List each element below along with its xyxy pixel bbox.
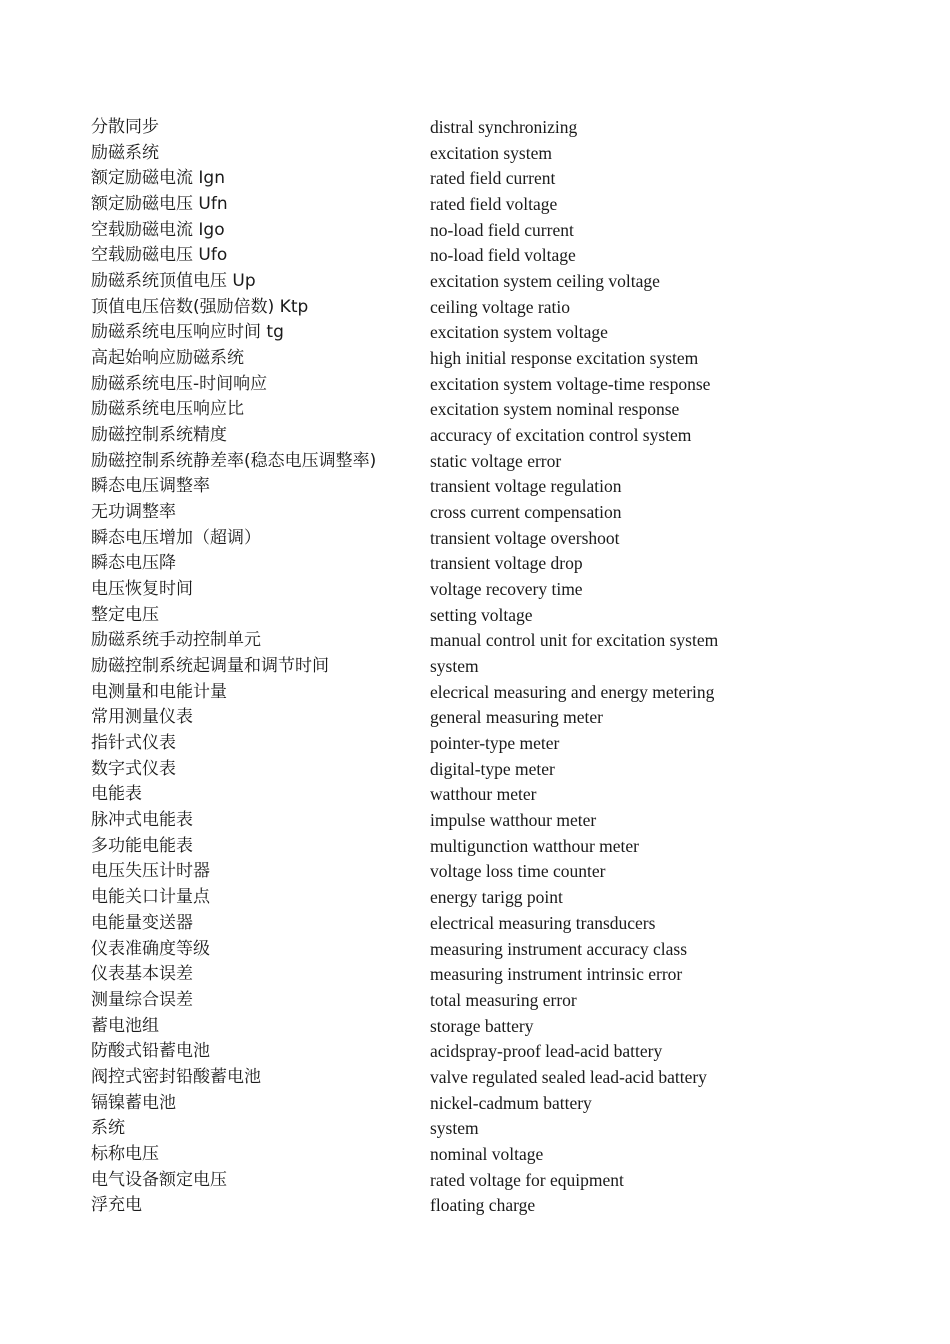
term-chinese: 仪表基本误差 [91, 964, 193, 985]
term-chinese: 仪表准确度等级 [91, 938, 210, 959]
term-chinese: 系统 [91, 1118, 125, 1139]
term-chinese: 防酸式铅蓄电池 [91, 1041, 210, 1062]
term-english: electrical measuring transducers [430, 912, 656, 933]
glossary-row [91, 603, 791, 629]
term-chinese: 阀控式密封铅酸蓄电池 [91, 1066, 261, 1087]
glossary-row [91, 423, 791, 449]
term-english: static voltage error [430, 450, 562, 471]
glossary-row [91, 757, 791, 783]
term-english: voltage recovery time [430, 579, 583, 600]
term-english: excitation system voltage [430, 322, 608, 343]
glossary-row [91, 320, 791, 346]
glossary-row [91, 1193, 791, 1219]
glossary-row [91, 808, 791, 834]
term-english: no-load field voltage [430, 245, 576, 266]
glossary-row [91, 937, 791, 963]
term-chinese: 励磁控制系统起调量和调节时间 [91, 656, 329, 677]
glossary-row [91, 1039, 791, 1065]
term-english: transient voltage drop [430, 553, 583, 574]
term-chinese: 电能量变送器 [91, 912, 193, 933]
glossary-row [91, 526, 791, 552]
glossary-row [91, 859, 791, 885]
term-english: energy tarigg point [430, 887, 563, 908]
term-english: rated field current [430, 168, 556, 189]
glossary-list [91, 115, 791, 1219]
term-chinese: 励磁系统手动控制单元 [91, 630, 261, 651]
term-chinese: 空载励磁电压 Ufo [91, 245, 228, 266]
term-chinese: 常用测量仪表 [91, 707, 193, 728]
term-chinese: 电测量和电能计量 [91, 681, 227, 702]
glossary-row [91, 243, 791, 269]
term-english: accuracy of excitation control system [430, 425, 692, 446]
term-chinese: 瞬态电压降 [91, 553, 176, 574]
term-english: rated field voltage [430, 194, 558, 215]
glossary-row [91, 1168, 791, 1194]
term-chinese: 空载励磁电流 Igo [91, 219, 225, 240]
glossary-row [91, 885, 791, 911]
term-english: high initial response excitation system [430, 348, 699, 369]
term-english: system [430, 656, 479, 677]
term-chinese: 瞬态电压增加（超调） [91, 527, 261, 548]
glossary-row [91, 449, 791, 475]
glossary-row [91, 654, 791, 680]
glossary-row [91, 988, 791, 1014]
glossary-row [91, 115, 791, 141]
term-english: nickel-cadmum battery [430, 1092, 592, 1113]
term-chinese: 电压恢复时间 [91, 579, 193, 600]
glossary-row [91, 397, 791, 423]
term-english: voltage loss time counter [430, 861, 606, 882]
glossary-row [91, 1142, 791, 1168]
glossary-row [91, 192, 791, 218]
term-english: pointer-type meter [430, 733, 560, 754]
glossary-row [91, 680, 791, 706]
term-english: cross current compensation [430, 502, 622, 523]
term-chinese: 励磁系统电压-时间响应 [91, 373, 268, 394]
term-english: acidspray-proof lead-acid battery [430, 1041, 663, 1062]
term-chinese: 电能表 [91, 784, 142, 805]
term-english: floating charge [430, 1195, 536, 1216]
term-chinese: 浮充电 [91, 1195, 142, 1216]
term-chinese: 励磁系统顶值电压 Up [91, 271, 256, 292]
term-english: excitation system ceiling voltage [430, 271, 660, 292]
glossary-row [91, 295, 791, 321]
term-english: nominal voltage [430, 1143, 544, 1164]
term-chinese: 蓄电池组 [91, 1015, 159, 1036]
term-english: distral synchronizing [430, 117, 578, 137]
term-english: excitation system voltage-time response [430, 373, 711, 394]
glossary-row [91, 962, 791, 988]
term-chinese: 镉镍蓄电池 [91, 1092, 176, 1113]
term-chinese: 额定励磁电流 Ign [91, 168, 225, 189]
term-chinese: 电压失压计时器 [91, 861, 210, 882]
term-english: storage battery [430, 1015, 534, 1036]
glossary-row [91, 1014, 791, 1040]
term-english: impulse watthour meter [430, 810, 597, 831]
term-chinese: 瞬态电压调整率 [91, 476, 210, 497]
glossary-row [91, 1091, 791, 1117]
term-chinese: 标称电压 [91, 1143, 159, 1164]
term-english: measuring instrument intrinsic error [430, 964, 683, 985]
term-english: transient voltage overshoot [430, 527, 620, 548]
term-chinese: 励磁系统电压响应时间 tg [91, 322, 284, 343]
term-english: setting voltage [430, 604, 533, 625]
glossary-row [91, 731, 791, 757]
glossary-row [91, 628, 791, 654]
term-english: watthour meter [430, 784, 537, 805]
glossary-row [91, 551, 791, 577]
glossary-row [91, 166, 791, 192]
glossary-row [91, 474, 791, 500]
glossary-row [91, 500, 791, 526]
term-chinese: 数字式仪表 [91, 758, 176, 779]
term-chinese: 高起始响应励磁系统 [91, 348, 244, 369]
term-english: total measuring error [430, 989, 577, 1010]
term-english: transient voltage regulation [430, 476, 622, 497]
glossary-row [91, 1116, 791, 1142]
glossary-row [91, 372, 791, 398]
term-english: digital-type meter [430, 758, 555, 779]
term-chinese: 顶值电压倍数(强励倍数) Ktp [91, 296, 309, 317]
glossary-row [91, 141, 791, 167]
glossary-row [91, 911, 791, 937]
term-english: excitation system nominal response [430, 399, 680, 420]
term-chinese: 励磁控制系统静差率(稳态电压调整率) [91, 450, 377, 471]
term-english: rated voltage for equipment [430, 1169, 624, 1190]
glossary-row [91, 577, 791, 603]
term-english: multigunction watthour meter [430, 835, 639, 856]
term-chinese: 分散同步 [91, 117, 159, 137]
glossary-row [91, 269, 791, 295]
glossary-row [91, 218, 791, 244]
glossary-row [91, 346, 791, 372]
term-english: manual control unit for excitation system [430, 630, 719, 651]
term-english: excitation system [430, 142, 552, 163]
term-chinese: 脉冲式电能表 [91, 810, 193, 831]
glossary-row [91, 834, 791, 860]
term-english: ceiling voltage ratio [430, 296, 570, 317]
term-chinese: 测量综合误差 [91, 989, 193, 1010]
term-english: general measuring meter [430, 707, 603, 728]
term-chinese: 指针式仪表 [91, 733, 176, 754]
term-chinese: 额定励磁电压 Ufn [91, 194, 228, 215]
term-chinese: 电气设备额定电压 [91, 1169, 227, 1190]
term-chinese: 励磁控制系统精度 [91, 425, 227, 446]
term-chinese: 整定电压 [91, 604, 159, 625]
term-english: measuring instrument accuracy class [430, 938, 688, 959]
term-chinese: 无功调整率 [91, 502, 176, 523]
term-english: system [430, 1118, 479, 1139]
term-english: no-load field current [430, 219, 574, 240]
term-chinese: 电能关口计量点 [91, 887, 210, 908]
term-chinese: 励磁系统 [91, 142, 159, 163]
term-chinese: 励磁系统电压响应比 [91, 399, 244, 420]
term-english: valve regulated sealed lead-acid battery [430, 1066, 707, 1087]
term-english: elecrical measuring and energy metering [430, 681, 715, 702]
glossary-row [91, 1065, 791, 1091]
term-chinese: 多功能电能表 [91, 835, 193, 856]
glossary-row [91, 782, 791, 808]
glossary-row [91, 705, 791, 731]
